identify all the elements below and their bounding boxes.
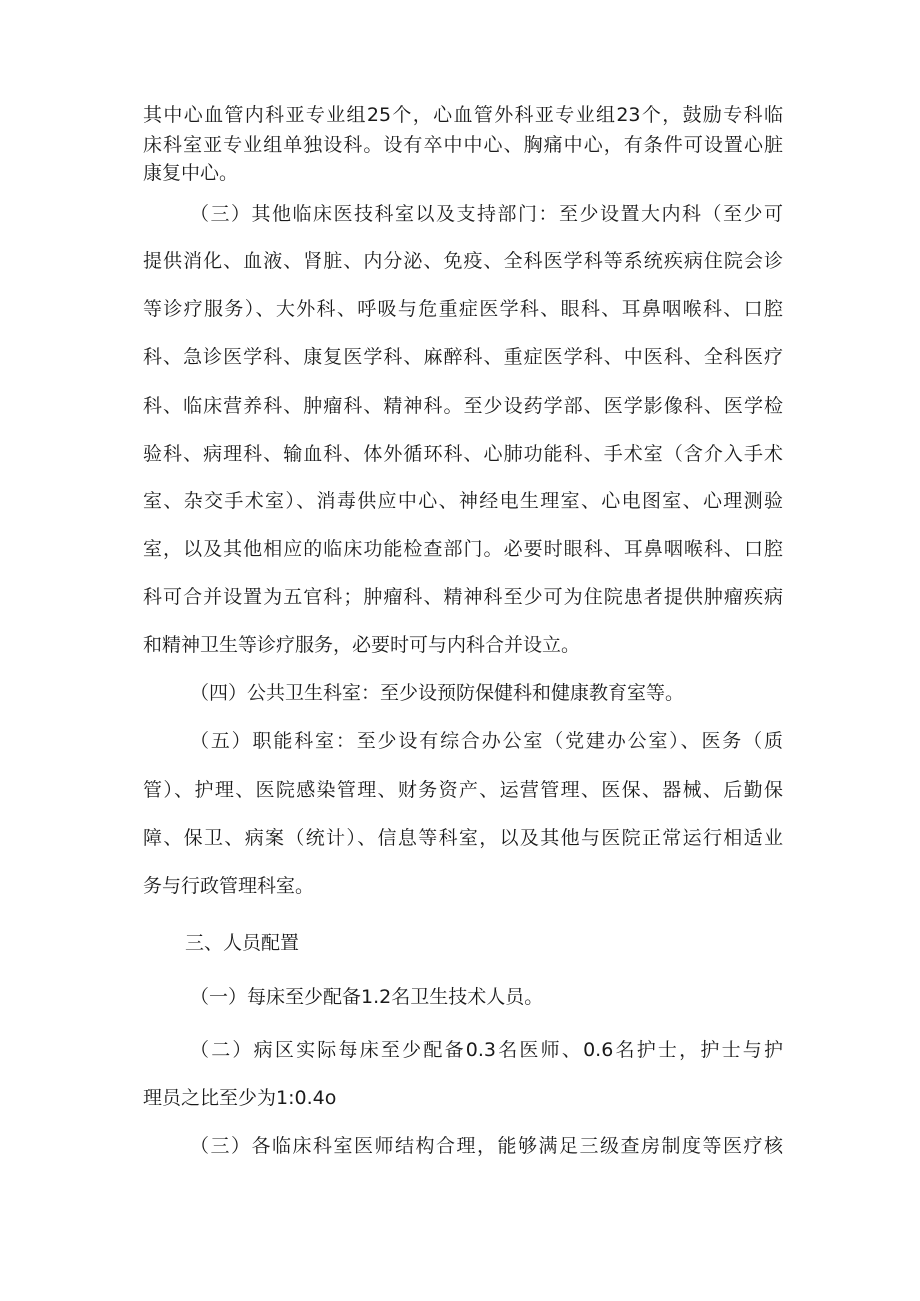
paragraph-line: 室，以及其他相应的临床功能检查部门。必要时眼科、耳鼻咽喉科、口腔	[143, 538, 783, 560]
paragraph-line: 科、临床营养科、肿瘤科、精神科。至少设药学部、医学影像科、医学检	[143, 395, 783, 417]
paragraph-line: 等诊疗服务）、大外科、呼吸与危重症医学科、眼科、耳鼻咽喉科、口腔	[143, 298, 783, 320]
paragraph-line: 科、急诊医学科、康复医学科、麻醉科、重症医学科、中医科、全科医疗	[143, 346, 783, 368]
paragraph-line: 室、杂交手术室）、消毒供应中心、神经电生理室、心电图室、心理测验	[143, 490, 783, 512]
paragraph-line: （三）各临床科室医师结构合理，能够满足三级查房制度等医疗核	[190, 1135, 783, 1157]
paragraph-line: 和精神卫生等诊疗服务，必要时可与内科合并设立。	[143, 634, 581, 656]
paragraph-line: 床科室亚专业组单独设科。设有卒中中心、胸痛中心，有条件可设置心脏	[143, 134, 783, 156]
paragraph-line: 管）、护理、医院感染管理、财务资产、运营管理、医保、器械、后勤保	[143, 779, 783, 801]
section-heading: 三、人员配置	[185, 932, 300, 954]
paragraph-line: 其中心血管内科亚专业组25个，心血管外科亚专业组23个，鼓励专科临	[143, 104, 783, 126]
paragraph-line: （四）公共卫生科室：至少设预防保健科和健康教育室等。	[190, 682, 685, 704]
paragraph-line: 理员之比至少为1:0.4o	[143, 1087, 337, 1109]
paragraph-line: （一）每床至少配备1.2名卫生技术人员。	[190, 986, 544, 1008]
paragraph-line: （二）病区实际每床至少配备0.3名医师、0.6名护士，护士与护	[190, 1039, 783, 1061]
paragraph-line: 提供消化、血液、肾脏、内分泌、免疫、全科医学科等系统疾病住院会诊	[143, 250, 783, 272]
paragraph-line: 障、保卫、病案（统计）、信息等科室，以及其他与医院正常运行相适业	[143, 827, 783, 849]
paragraph-line: （三）其他临床医技科室以及支持部门：至少设置大内科（至少可	[190, 203, 783, 225]
paragraph-line: 验科、病理科、输血科、体外循环科、心肺功能科、手术室（含介入手术	[143, 443, 783, 465]
paragraph-line: 务与行政管理科室。	[143, 875, 315, 897]
paragraph-line: 科可合并设置为五官科；肿瘤科、精神科至少可为住院患者提供肿瘤疾病	[143, 586, 783, 608]
paragraph-line: （五）职能科室：至少设有综合办公室（党建办公室）、医务（质	[190, 730, 783, 752]
paragraph-line: 康复中心。	[143, 162, 239, 184]
